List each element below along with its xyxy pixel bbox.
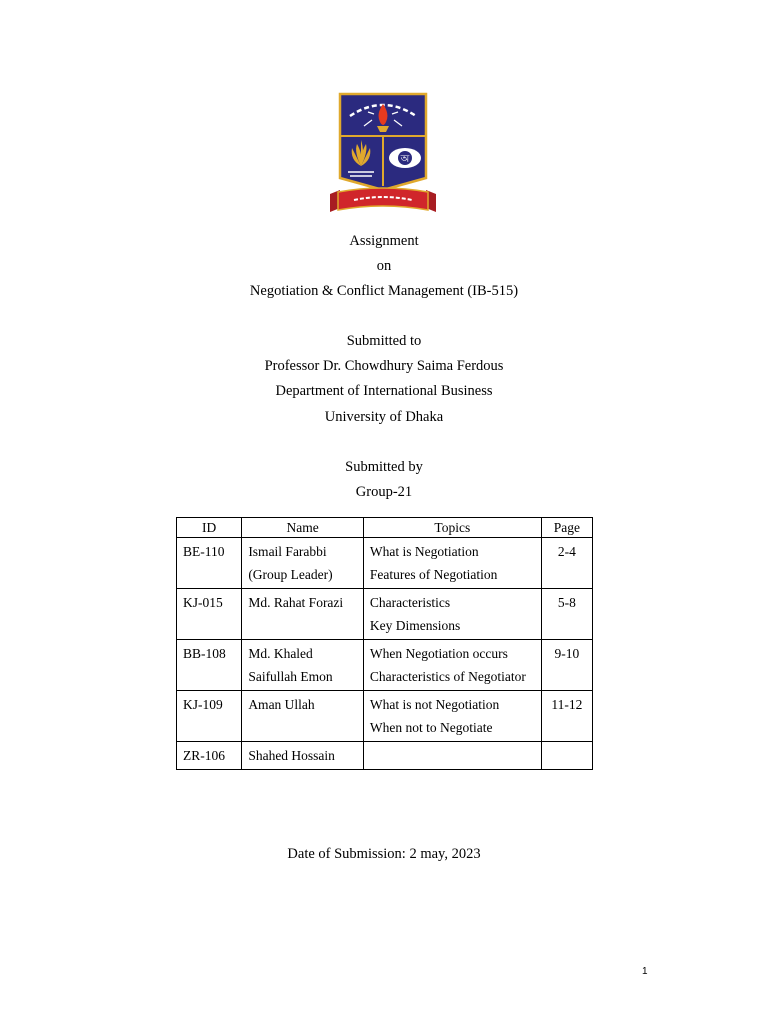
professor-name: Professor Dr. Chowdhury Saima Ferdous <box>264 358 504 374</box>
member-topics: When Negotiation occurs Characteristics of Negotiator <box>363 640 541 691</box>
table-row <box>177 589 593 640</box>
member-topics: Characteristics Key Dimensions <box>363 589 541 640</box>
member-name: Md. Rahat Forazi <box>242 589 364 640</box>
table-row <box>177 640 593 691</box>
member-id: ZR-106 <box>177 742 242 770</box>
submitted-to-heading: Submitted to <box>346 333 422 349</box>
page-number: 1 <box>642 966 648 977</box>
member-topics: What is Negotiation Features of Negotiation <box>363 538 541 589</box>
header-name: Name <box>242 518 364 538</box>
group-members-table <box>176 517 593 770</box>
table-header-row <box>177 518 593 538</box>
university-name: University of Dhaka <box>324 409 444 425</box>
member-id: BB-108 <box>177 640 242 691</box>
member-id: KJ-109 <box>177 691 242 742</box>
header-id: ID <box>177 518 242 538</box>
member-pages: 2-4 <box>541 538 592 589</box>
group-name: Group-21 <box>355 484 413 500</box>
submission-date: Date of Submission: 2 may, 2023 <box>287 846 481 862</box>
course-title: Negotiation & Conflict Management (IB-515) <box>249 283 519 299</box>
member-topics: What is not Negotiation When not to Negotiate <box>363 691 541 742</box>
assignment-heading: Assignment <box>349 233 419 249</box>
member-topics <box>363 742 541 770</box>
header-page: Page <box>541 518 592 538</box>
table-row <box>177 742 593 770</box>
department-name: Department of International Business <box>275 383 493 399</box>
member-name: Md. Khaled Saifullah Emon <box>242 640 364 691</box>
member-pages: 9-10 <box>541 640 592 691</box>
member-id: KJ-015 <box>177 589 242 640</box>
member-name: Shahed Hossain <box>242 742 364 770</box>
submitted-by-heading: Submitted by <box>345 459 423 475</box>
assignment-on-text: on <box>376 258 392 274</box>
table-row <box>177 538 593 589</box>
university-logo-area <box>268 84 498 224</box>
member-id: BE-110 <box>177 538 242 589</box>
svg-text:অ: অ <box>400 154 410 165</box>
member-pages: 11-12 <box>541 691 592 742</box>
member-name: Ismail Farabbi (Group Leader) <box>242 538 364 589</box>
member-pages <box>541 742 592 770</box>
university-emblem-icon <box>330 90 436 220</box>
member-pages: 5-8 <box>541 589 592 640</box>
member-name: Aman Ullah <box>242 691 364 742</box>
header-topics: Topics <box>363 518 541 538</box>
table-row <box>177 691 593 742</box>
